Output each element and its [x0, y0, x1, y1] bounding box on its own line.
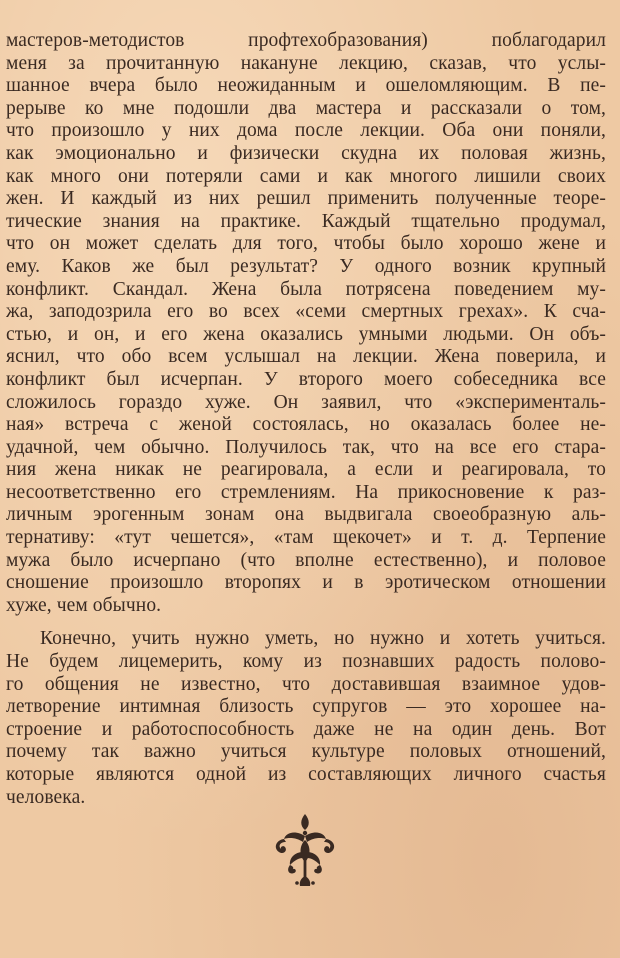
- text-line: яснил, что обо всем услышал на лекции. Жена поверила, и: [6, 346, 606, 368]
- text-line: Не будем лицемерить, кому из познавших радость полово-: [6, 651, 606, 673]
- text-line: меня за прочитанную накануне лекцию, сказав, что услы-: [6, 52, 606, 74]
- text-line: стью, и он, и его жена оказались умными людьми. Он объ-: [6, 323, 606, 345]
- text-line: конфликт был исчерпан. У второго моего собеседника все: [6, 368, 606, 390]
- text-line: рерыве ко мне подошли два мастера и рассказали о том,: [6, 97, 606, 119]
- text-line: почему так важно учиться культуре половых отношений,: [6, 741, 606, 763]
- text-line: ния жена никак не реагировала, а если и реагировала, то: [6, 459, 606, 481]
- text-line: сложилось гораздо хуже. Он заявил, что «эксперименталь-: [6, 391, 606, 413]
- text-line: человека.: [6, 786, 86, 808]
- text-line: как много они потеряли сами и как многого лишили своих: [6, 165, 606, 187]
- text-line: тернативу: «тут чешется», «там щекочет» и т. д. Терпение: [6, 527, 606, 549]
- text-line: которые являются одной из составляющих личного счастья: [6, 764, 606, 785]
- paragraph-2: [6, 628, 606, 809]
- text-line: жа, заподозрила его во всех «семи смертных грехах». К сча-: [6, 301, 606, 323]
- text-line: ему. Каков же был результат? У одного возник крупный: [6, 255, 606, 277]
- text-line: что он может сделать для того, чтобы было хорошо жене и: [6, 233, 606, 255]
- text-line: хуже, чем обычно.: [6, 594, 162, 616]
- paragraph-1: [6, 30, 606, 617]
- text-line: удачной, чем обычно. Получилось так, что на все его стара-: [6, 436, 606, 458]
- text-line: мастеров-методистов профтехобразования) поблагодарил: [6, 30, 606, 51]
- fleuron-ornament-icon: [270, 812, 340, 888]
- text-line: летворение интимная близость супругов — это хорошее на-: [6, 696, 606, 718]
- text-line: ная» встреча с женой состоялась, но оказалась более не-: [6, 414, 606, 436]
- text-line: мужа было исчерпано (что вполне естественно), и половое: [6, 549, 606, 571]
- text-line: сношение произошло второпях и в эротическом отношении: [6, 572, 606, 594]
- text-line: тические знания на практике. Каждый тщательно продумал,: [6, 210, 606, 232]
- text-line: жен. И каждый из них решил применить полученные теоре-: [6, 188, 606, 210]
- body-text: [6, 30, 606, 809]
- text-line: личным эрогенным зонам она выдвигала своеобразную аль-: [6, 504, 606, 526]
- text-line: как эмоционально и физически скудна их половая жизнь,: [6, 142, 606, 164]
- text-line: Конечно, учить нужно уметь, но нужно и хотеть учиться.: [40, 628, 606, 650]
- text-line: что произошло у них дома после лекции. Оба они поняли,: [6, 120, 606, 142]
- text-line: го общения не известно, что доставившая взаимное удов-: [6, 673, 606, 695]
- text-line: строение и работоспособность даже не на один день. Вот: [6, 718, 606, 740]
- text-line: конфликт. Скандал. Жена была потрясена поведением му-: [6, 278, 606, 300]
- text-line: шанное вчера было неожиданным и ошеломляющим. В пе-: [6, 75, 606, 97]
- text-line: несоответственно его стремлениям. На прикосновение к раз-: [6, 481, 606, 503]
